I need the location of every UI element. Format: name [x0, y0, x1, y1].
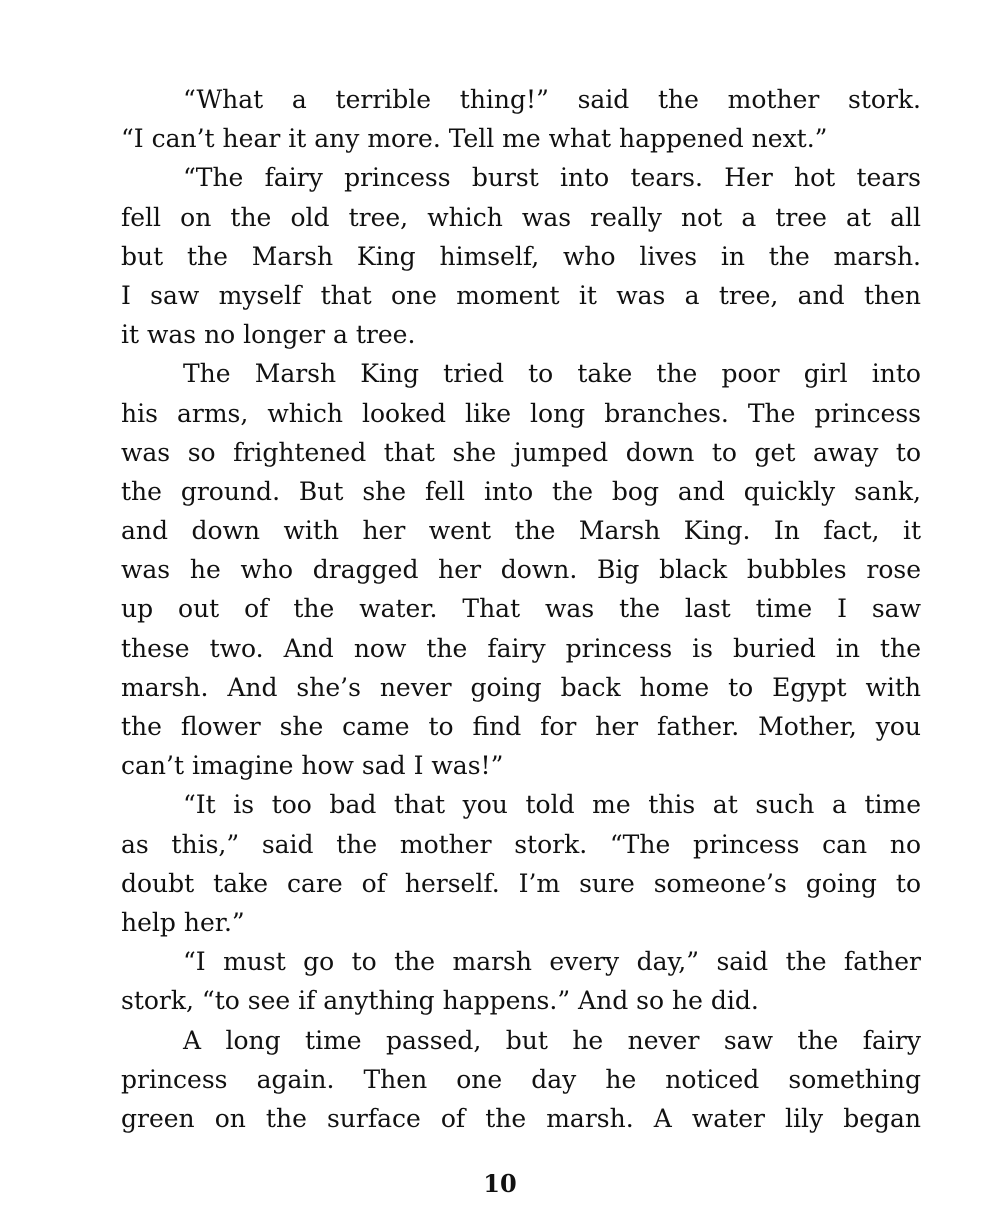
text-line: and down with her went the Marsh King. In fact, it	[121, 516, 921, 546]
text-line: “I can’t hear it any more. Tell me what happened next.”	[121, 124, 828, 154]
text-line: marsh. And she’s never going back home to Egypt with	[121, 672, 921, 702]
paragraph	[121, 80, 921, 158]
text-line: “The fairy princess burst into tears. Her hot tears	[183, 163, 921, 193]
text-line: A long time passed, but he never saw the fairy	[183, 1025, 921, 1055]
text-line: the flower she came to find for her father. Mother, you	[121, 712, 921, 741]
text-line: green on the surface of the marsh. A water lily began	[121, 1103, 921, 1133]
text-line: the ground. But she fell into the bog and quickly sank,	[121, 476, 921, 506]
text-line: was so frightened that she jumped down to get away to	[121, 437, 921, 467]
text-line: doubt take care of herself. I’m sure someone’s going to	[121, 868, 921, 898]
text-line: The Marsh King tried to take the poor girl into	[183, 359, 921, 389]
paragraph	[121, 942, 921, 1020]
text-line: it was no longer a tree.	[121, 320, 416, 350]
text-line: as this,” said the mother stork. “The princess can no	[121, 829, 921, 859]
text-line: help her.”	[121, 907, 245, 937]
text-line: but the Marsh King himself, who lives in the marsh.	[121, 241, 921, 271]
paragraph	[121, 1021, 921, 1139]
text-line: princess again. Then one day he noticed something	[121, 1064, 921, 1094]
text-line: “It is too bad that you told me this at such a time	[183, 790, 921, 820]
paragraph	[121, 354, 921, 785]
text-line: these two. And now the fairy princess is buried in the	[121, 633, 921, 663]
text-line: “What a terrible thing!” said the mother stork.	[183, 85, 921, 114]
page-number: 10	[483, 1169, 517, 1198]
text-line: I saw myself that one moment it was a tree, and then	[121, 280, 921, 310]
page-body	[121, 80, 921, 1138]
text-line: “I must go to the marsh every day,” said the father	[183, 947, 921, 977]
paragraph	[121, 785, 921, 942]
text-line: can’t imagine how sad I was!”	[121, 751, 504, 781]
paragraph	[121, 158, 921, 354]
text-line: stork, “to see if anything happens.” And so he did.	[121, 986, 759, 1016]
text-line: his arms, which looked like long branches. The princess	[121, 398, 921, 428]
text-line: fell on the old tree, which was really not a tree at all	[121, 202, 921, 232]
text-line: was he who dragged her down. Big black bubbles rose	[121, 555, 921, 585]
text-line: up out of the water. That was the last time I saw	[121, 594, 921, 624]
